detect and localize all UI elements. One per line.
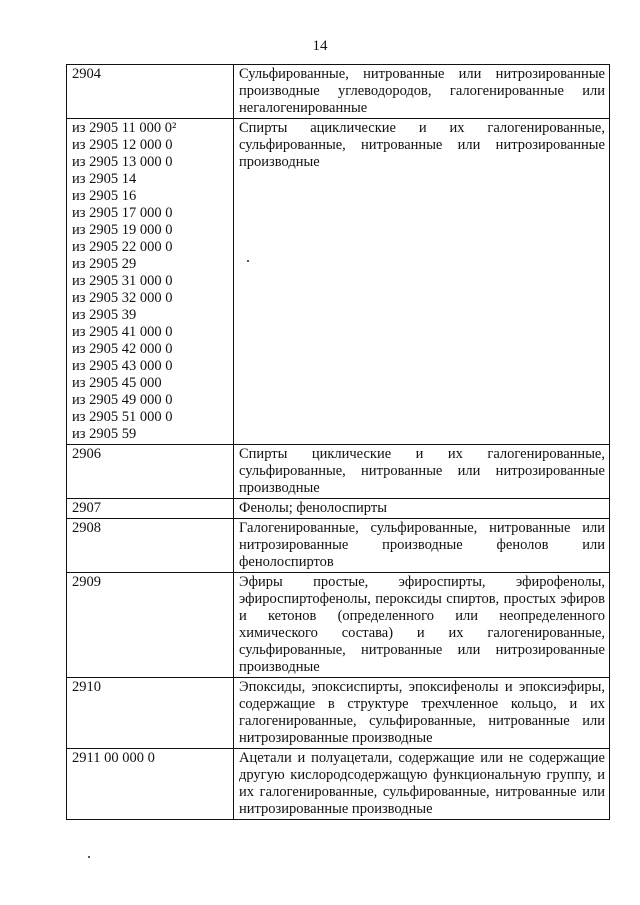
table-row <box>67 499 610 519</box>
tariff-code: из 2905 43 000 0 <box>72 358 173 374</box>
table-row <box>67 65 610 119</box>
tariff-code: 2911 00 000 0 <box>72 750 155 766</box>
tariff-code: из 2905 59 <box>72 426 137 442</box>
tariff-code: из 2905 22 000 0 <box>72 239 173 255</box>
code-cell <box>67 119 234 445</box>
tariff-code: из 2905 42 000 0 <box>72 341 173 357</box>
description-cell: Галогенированные, сульфированные, нитрованные или нитрозированные производные фенолов или фенолоспиртов <box>234 519 610 573</box>
description-cell: Сульфированные, нитрованные или нитрозированные производные углеводородов, галогенированные или негалогенированные <box>234 65 610 119</box>
tariff-code: из 2905 16 <box>72 188 137 204</box>
tariff-code: 2909 <box>72 574 101 590</box>
tariff-code: из 2905 17 000 0 <box>72 205 173 221</box>
table-row <box>67 749 610 820</box>
scan-speck <box>247 260 249 262</box>
tariff-code: из 2905 19 000 0 <box>72 222 173 238</box>
table-row <box>67 678 610 749</box>
tariff-code: 2910 <box>72 679 101 695</box>
scan-speck <box>88 856 90 858</box>
tariff-code: из 2905 39 <box>72 307 137 323</box>
code-cell <box>67 445 234 499</box>
tariff-code-table <box>66 64 610 820</box>
description-cell: Спирты ациклические и их галогенированные, сульфированные, нитрованные или нитрозированные производные <box>234 119 610 445</box>
code-cell <box>67 678 234 749</box>
table-row <box>67 119 610 445</box>
tariff-code: из 2905 13 000 0 <box>72 154 173 170</box>
code-cell <box>67 65 234 119</box>
tariff-code: 2907 <box>72 500 101 516</box>
description-cell: Эпоксиды, эпоксиспирты, эпоксифенолы и эпоксиэфиры, содержащие в структуре трехчленное кольцо, и их галогенированные, сульфированные, нитрованные или нитрозированные производные <box>234 678 610 749</box>
tariff-code: из 2905 45 000 <box>72 375 162 391</box>
code-cell <box>67 573 234 678</box>
tariff-code: из 2905 31 000 0 <box>72 273 173 289</box>
tariff-code: 2906 <box>72 446 101 462</box>
tariff-code: из 2905 51 000 0 <box>72 409 173 425</box>
table-row <box>67 445 610 499</box>
tariff-code: из 2905 32 000 0 <box>72 290 173 306</box>
tariff-code: 2904 <box>72 66 101 82</box>
code-cell <box>67 749 234 820</box>
description-cell: Эфиры простые, эфироспирты, эфирофенолы, эфироспиртофенолы, пероксиды спиртов, простых эфиров и кетонов (определенного или неопределенного химического состава) и их галогенированные, сульфированные, нитрованные или нитрозированные производные <box>234 573 610 678</box>
code-cell <box>67 499 234 519</box>
page-number: 14 <box>312 38 328 54</box>
table-body <box>67 65 610 820</box>
table-row <box>67 573 610 678</box>
tariff-code: из 2905 12 000 0 <box>72 137 173 153</box>
code-cell <box>67 519 234 573</box>
tariff-code: из 2905 14 <box>72 171 137 187</box>
tariff-code: из 2905 49 000 0 <box>72 392 173 408</box>
tariff-code: из 2905 11 000 0² <box>72 120 177 136</box>
description-cell: Фенолы; фенолоспирты <box>234 499 610 519</box>
tariff-code: из 2905 29 <box>72 256 137 272</box>
tariff-code: из 2905 41 000 0 <box>72 324 173 340</box>
tariff-code: 2908 <box>72 520 101 536</box>
description-cell: Ацетали и полуацетали, содержащие или не содержащие другую кислородсодержащую функциональную группу, и их галогенированные, сульфированные, нитрованные или нитрозированные производные <box>234 749 610 820</box>
table-row <box>67 519 610 573</box>
description-cell: Спирты циклические и их галогенированные, сульфированные, нитрованные или нитрозированные производные <box>234 445 610 499</box>
